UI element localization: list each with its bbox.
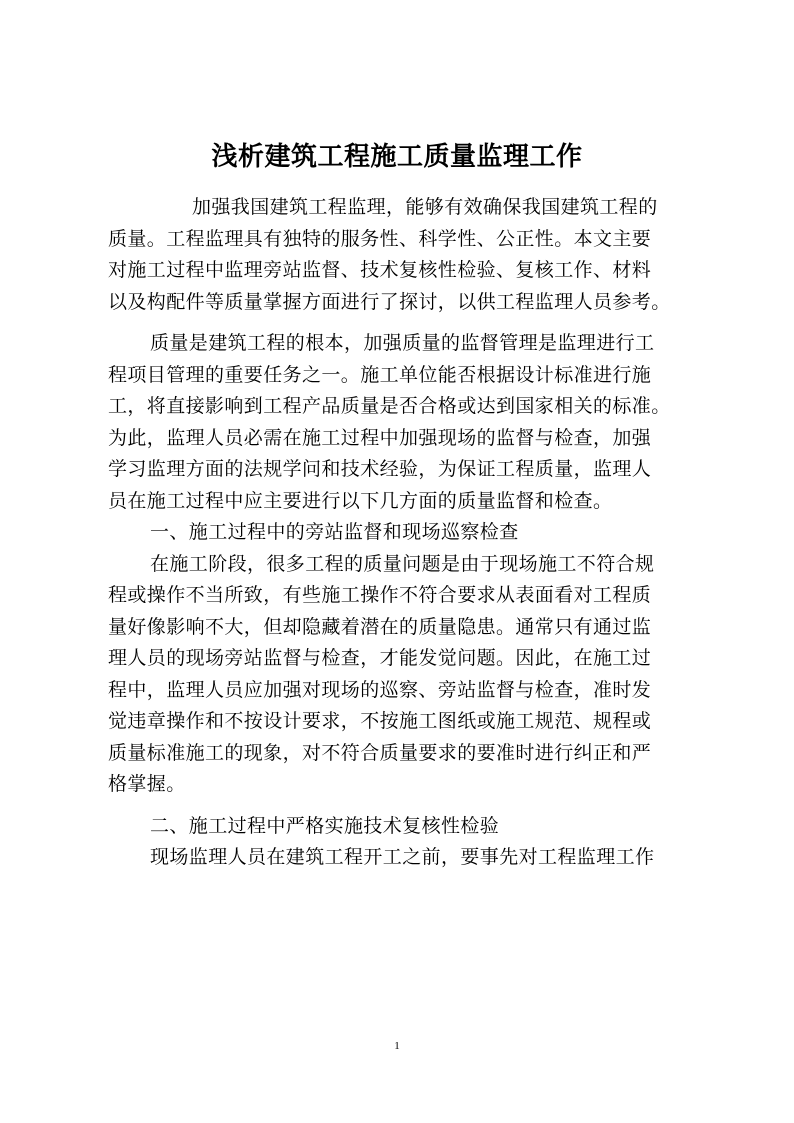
paragraph-line: 为此，监理人员必需在施工过程中加强现场的监督与检查，加强 [108,426,652,449]
page-number: 1 [394,1040,400,1052]
paragraph-line: 现场监理人员在建筑工程开工之前，要事先对工程监理工作 [150,846,655,868]
section-heading: 二、施工过程中严格实施技术复核性检验 [150,814,500,837]
abstract-line: 对施工过程中监理旁站监督、技术复核性检验、复核工作、材料 [108,259,652,281]
document-title: 浅析建筑工程施工质量监理工作 [211,142,583,172]
abstract-line: 加强我国建筑工程监理，能够有效确保我国建筑工程的 [192,196,658,218]
paragraph-line: 格掌握。 [108,773,186,795]
abstract-line: 以及构配件等质量掌握方面进行了探讨，以供工程监理人员参考。 [108,290,671,313]
paragraph-line: 员在施工过程中应主要进行以下几方面的质量监督和检查。 [108,489,613,512]
paragraph-gap [108,801,698,811]
paragraph-line: 程或操作不当所致，有些施工操作不符合要求从表面看对工程质 [108,584,652,606]
paragraph-line: 工，将直接影响到工程产品质量是否合格或达到国家相关的标准。 [108,395,671,417]
paragraph-line: 程项目管理的重要任务之一。施工单位能否根据设计标准进行施 [108,363,652,386]
section-heading: 一、施工过程中的旁站监督和现场巡察检查 [150,521,519,543]
abstract-line: 质量。工程监理具有独特的服务性、科学性、公正性。本文主要 [108,227,652,250]
paragraph-line: 质量标准施工的现象，对不符合质量要求的要准时进行纠正和严 [108,741,652,764]
paragraph-line: 觉违章操作和不按设计要求，不按施工图纸或施工规范、规程或 [108,710,652,732]
paragraph-gap [108,318,698,328]
paragraph-line: 量好像影响不大，但却隐藏着潜在的质量隐患。通常只有通过监 [108,615,652,638]
paragraph-line: 程中，监理人员应加强对现场的巡察、旁站监督与检查，准时发 [108,678,652,701]
paragraph-line: 质量是建筑工程的根本，加强质量的监督管理是监理进行工 [150,332,655,354]
document-body [108,192,698,874]
paragraph-line: 学习监理方面的法规学问和技术经验，为保证工程质量，监理人 [108,458,652,480]
paragraph-line: 在施工阶段，很多工程的质量问题是由于现场施工不符合规 [150,552,655,575]
paragraph-line: 理人员的现场旁站监督与检查，才能发觉问题。因此，在施工过 [108,647,652,669]
